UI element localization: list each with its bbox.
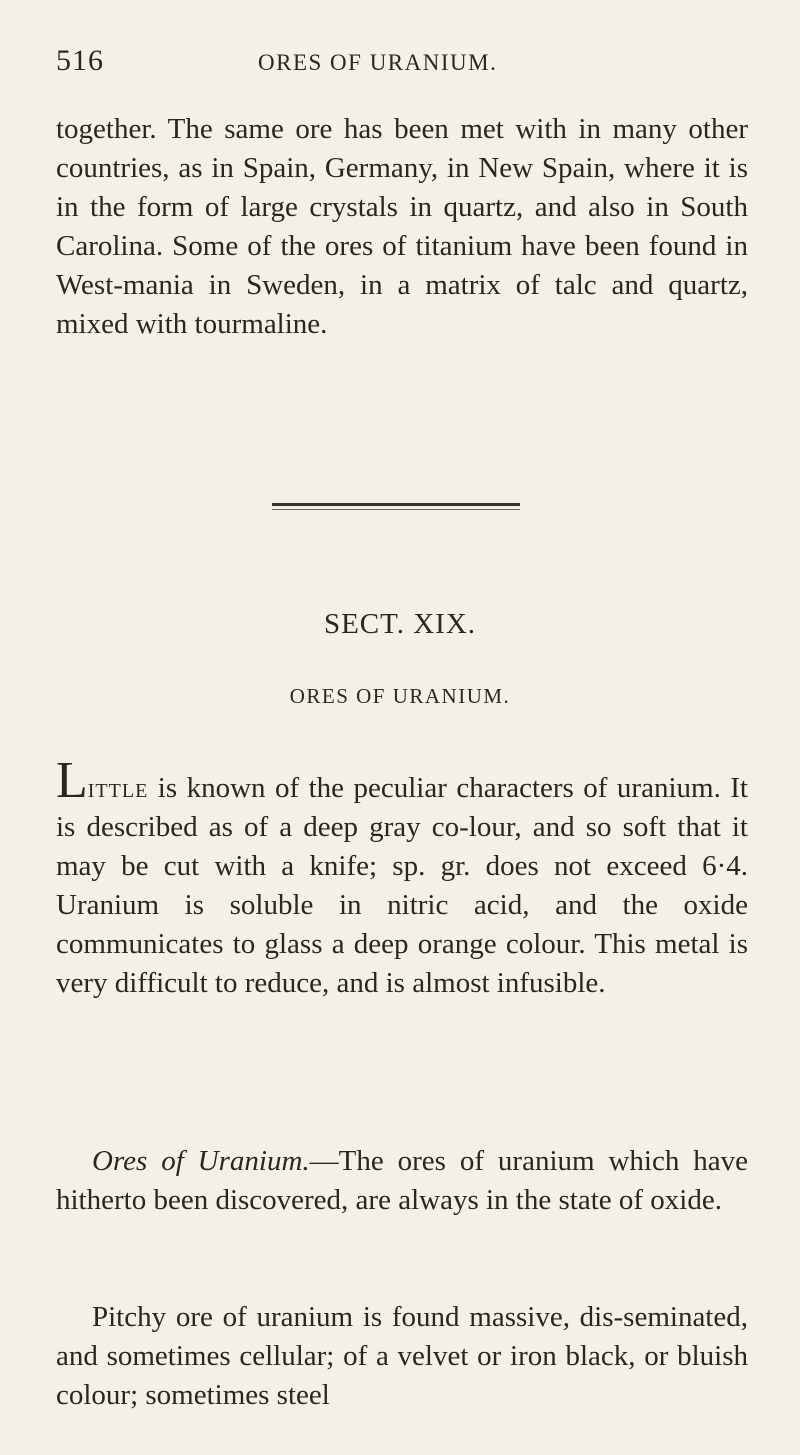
section-divider-thin bbox=[272, 509, 520, 510]
opening-word-smallcaps: ittle bbox=[87, 772, 149, 804]
paragraph-ores-body: —The ores of uranium which have hitherto been discovered, are always in the state of oxide. bbox=[56, 1145, 748, 1216]
section-title: ORES OF URANIUM. bbox=[289, 684, 511, 708]
paragraph-little bbox=[56, 752, 748, 1003]
running-head bbox=[0, 44, 800, 84]
section-divider bbox=[272, 503, 520, 506]
ores-run-in-heading: Ores of Uranium. bbox=[92, 1145, 310, 1177]
section-heading: SECT. XIX. bbox=[323, 608, 477, 640]
initial-letter: L bbox=[56, 752, 88, 809]
running-title: ORES OF URANIUM. bbox=[258, 50, 498, 75]
paragraph-ores bbox=[56, 1142, 748, 1220]
page-number: 516 bbox=[56, 44, 104, 77]
paragraph-little-body: is known of the peculiar characters of uranium. It is described as of a deep gray co-lour, and so soft that it may be cut with a knife; sp. gr. does not exceed 6·4. Uranium is soluble in nitric acid, and the oxide communicates to glass a deep orange colour. This metal is very difficult to reduce, and is almost infusible. bbox=[56, 772, 748, 999]
paragraph-continued: together. The same ore has been met with in many other countries, as in Spain, Germany, in New Spain, where it is in the form of large crystals in quartz, and also in South Carolina. Some of the ores of titanium have been found in West-mania in Sweden, in a matrix of talc and quartz, mixed with tourmaline. bbox=[56, 113, 748, 340]
paragraph-pitchy: Pitchy ore of uranium is found massive, dis-seminated, and sometimes cellular; of a velvet or iron black, or bluish colour; sometimes steel bbox=[56, 1301, 748, 1411]
